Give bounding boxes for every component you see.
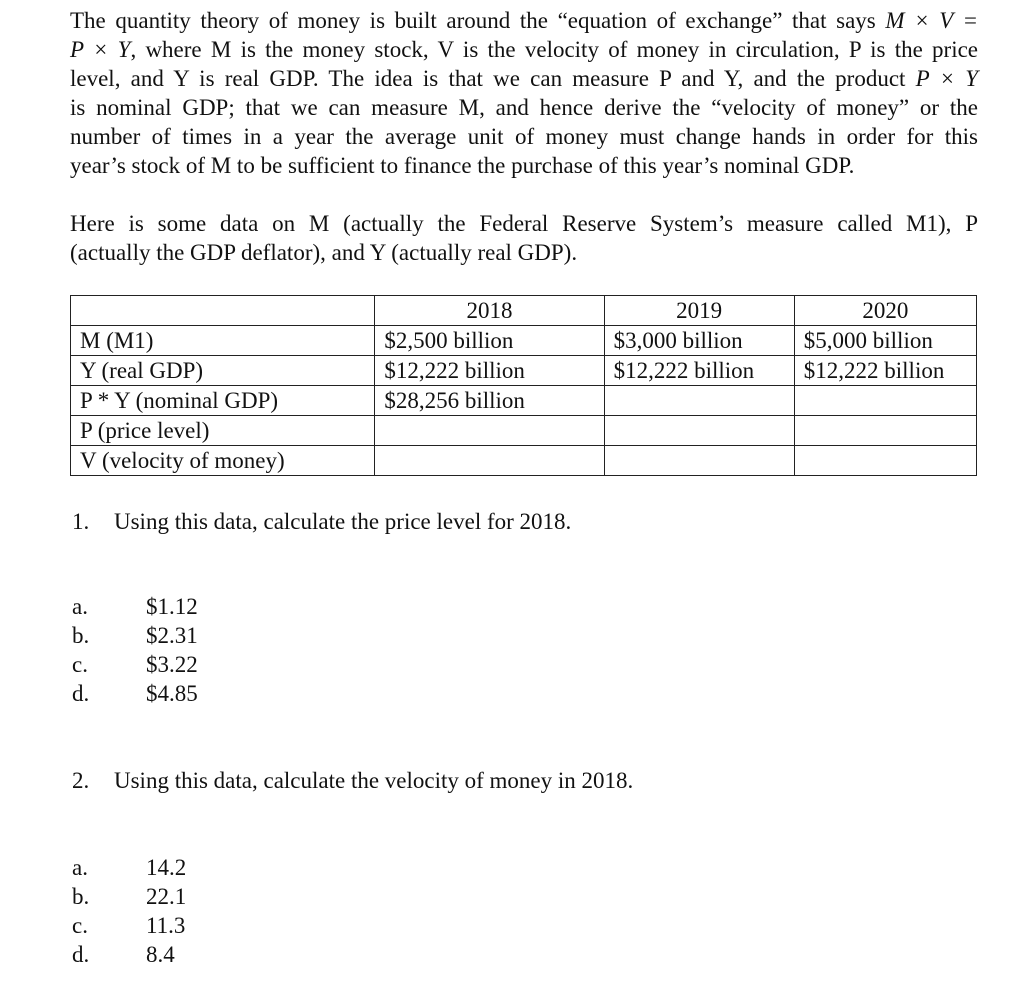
data-intro-line: (actually the GDP deflator), and Y (actually real GDP). [70,240,578,265]
answer-choice[interactable] [72,679,198,708]
row-label: P (price level) [71,416,375,446]
intro-line [70,64,978,93]
row-label: P * Y (nominal GDP) [71,386,375,416]
question-text: Using this data, calculate the price level for 2018. [114,509,572,534]
choice-value: $2.31 [146,623,198,648]
choice-value: $3.22 [146,652,198,677]
table-cell [375,446,604,476]
table-header-cell: 2018 [375,296,604,326]
table-cell: $12,222 billion [604,356,794,386]
answer-choice[interactable] [72,592,198,621]
equation-py: P × Y [915,66,979,91]
data-intro-line: Here is some data on M (actually the Federal Reserve System’s measure called M1), P [70,211,978,236]
choice-letter: c. [72,913,88,938]
table-row [71,386,977,416]
intro-line: year’s stock of M to be sufficient to finance the purchase of this year’s nominal GDP. [70,153,855,178]
question-2 [72,766,633,795]
answer-choice[interactable] [72,853,186,882]
intro-paragraph [70,6,978,180]
question-2-choices [72,853,186,969]
answer-choice[interactable] [72,911,186,940]
answer-choice[interactable] [72,650,198,679]
table-header-cell: 2020 [794,296,976,326]
table-cell [794,416,976,446]
choice-value: 11.3 [146,913,186,938]
intro-line: number of times in a year the average unit of money must change hands in order for this [70,124,978,149]
table-header-cell: 2019 [604,296,794,326]
data-intro-paragraph [70,209,978,267]
row-label: Y (real GDP) [71,356,375,386]
choice-letter: b. [72,884,90,909]
table-cell [794,386,976,416]
answer-choice[interactable] [72,940,186,969]
table-cell [375,416,604,446]
question-text: Using this data, calculate the velocity of money in 2018. [114,768,634,793]
answer-choice[interactable] [72,882,186,911]
choice-value: 8.4 [146,942,175,967]
table-row [71,326,977,356]
table-cell: $2,500 billion [375,326,604,356]
intro-line [70,6,978,35]
intro-line [70,35,978,64]
table-cell: $12,222 billion [375,356,604,386]
intro-line: is nominal GDP; that we can measure M, and hence derive the “velocity of money” or the [70,95,978,120]
question-number: 1. [72,509,90,534]
table-cell [604,416,794,446]
table-cell: $3,000 billion [604,326,794,356]
table-cell [794,446,976,476]
answer-choice[interactable] [72,621,198,650]
table-cell [604,386,794,416]
choice-letter: a. [72,855,88,880]
data-table [70,295,977,476]
row-label: M (M1) [71,326,375,356]
choice-letter: a. [72,594,88,619]
table-cell: $12,222 billion [794,356,976,386]
choice-letter: d. [72,942,90,967]
equation-py: P × Y [70,37,131,62]
table-row [71,446,977,476]
row-label: V (velocity of money) [71,446,375,476]
choice-value: $4.85 [146,681,198,706]
choice-value: 22.1 [146,884,187,909]
table-row [71,356,977,386]
choice-letter: d. [72,681,90,706]
table-cell [604,446,794,476]
question-1-choices [72,592,198,708]
question-number: 2. [72,768,90,793]
intro-text: level, and Y is real GDP. The idea is that we can measure P and Y, and the product [70,66,916,91]
intro-text: The quantity theory of money is built around the “equation of exchange” that says [70,8,886,33]
table-header-row [71,296,977,326]
table-header-cell [71,296,375,326]
equation-mv: M × V = [885,8,978,33]
table-cell: $5,000 billion [794,326,976,356]
table-cell: $28,256 billion [375,386,604,416]
choice-value: $1.12 [146,594,198,619]
table-row [71,416,977,446]
question-1 [72,507,571,536]
choice-letter: c. [72,652,88,677]
choice-value: 14.2 [146,855,187,880]
choice-letter: b. [72,623,90,648]
intro-text: , where M is the money stock, V is the velocity of money in circulation, P is the price [130,37,978,62]
